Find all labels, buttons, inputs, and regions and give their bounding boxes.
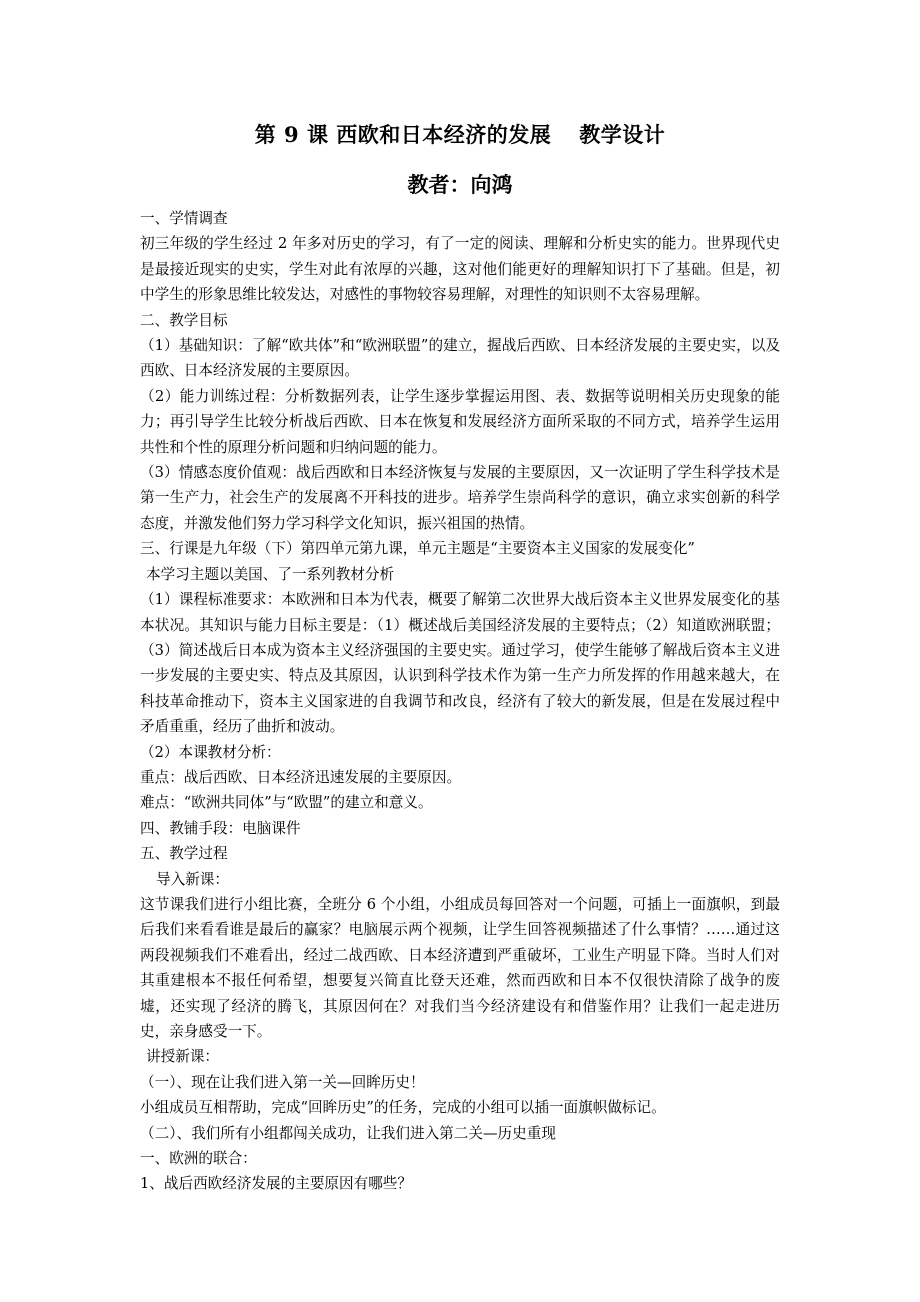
section-heading-3: 三、行课是九年级（下）第四单元第九课，单元主题是“主要资本主义国家的发展变化” bbox=[140, 540, 695, 558]
section-heading-5: 五、教学过程 bbox=[140, 845, 228, 863]
paragraph-curriculum-standard: （1）课程标准要求：本欧洲和日本为代表，概要了解第二次世界大战后资本主义世界发展变化的基本状况。其知识与能力目标主要是：（1）概述战后美国经济发展的主要特点；（2）知道欧洲联盟；（3）简述战后日本成为资本主义经济强国的主要史实。通过学习，使学生能够了解战后资本主义进一步发展的主要史实、特点及其原因，认识到科学技术作为第一生产力所发挥的作用越来越大，在科技革命推动下，资本主义国家进的自我调节和改良，经济有了较大的新发展，但是在发展过程中矛盾重重，经历了曲折和波动。 bbox=[140, 591, 780, 736]
paragraph-goal-ability: （2）能力训练过程：分析数据列表，让学生逐步掌握运用图、表、数据等说明相关历史现象的能力；再引导学生比较分析战后西欧、日本在恢复和发展经济方面所采取的不同方式，培养学生运用共性和个性的原理分析问题和归纳问题的能力。 bbox=[140, 387, 780, 456]
section-heading-2: 二、教学目标 bbox=[140, 311, 228, 329]
question-1: 1、战后西欧经济发展的主要原因有哪些？ bbox=[140, 1175, 412, 1193]
subheading-intro: 导入新课： bbox=[156, 870, 229, 888]
paragraph-textbook-intro: 本学习主题以美国、了一系列教材分析 bbox=[146, 565, 395, 583]
paragraph-intro: 这节课我们进行小组比赛，全班分 6 个小组，小组成员每回答对一个问题，可插上一面旗帜，到最后我们来看看谁是最后的赢家？电脑展示两个视频，让学生回答视频描述了什么事情？……通过这两段视频我们不难看出，经过二战西欧、日本经济遭到严重破坏，工业生产明显下降。当时人们对其重建根本不报任何希望，想要复兴简直比登天还难，然而西欧和日本不仅很快清除了战争的废墟，还实现了经济的腾飞，其原因何在？对我们当今经济建设有和借鉴作用？让我们一起走进历史，亲身感受一下。 bbox=[140, 895, 780, 1040]
paragraph-learner-analysis: 初三年级的学生经过 2 年多对历史的学习，有了一定的阅读、理解和分析史实的能力。世界现代史是最接近现实的史实，学生对此有浓厚的兴趣，这对他们能更好的理解知识打下了基础。但是，初中学生的形象思维比较发达，对感性的事物较容易理解，对理性的知识则不太容易理解。 bbox=[140, 235, 780, 304]
paragraph-goal-attitude: （3）情感态度价值观：战后西欧和日本经济恢复与发展的主要原因，又一次证明了学生科学技术是第一生产力，社会生产的发展离不开科技的进步。培养学生崇尚科学的意识，确立求实创新的科学态度，并激发他们努力学习科学文化知识，振兴祖国的热情。 bbox=[140, 464, 780, 532]
section-heading-4: 四、教铺手段：电脑课件 bbox=[140, 819, 301, 837]
section-heading-1: 一、学情调查 bbox=[140, 210, 228, 227]
teacher-name: 教者：向鸿 bbox=[407, 172, 513, 197]
paragraph-stage-one-task: 小组成员互相帮助，完成“回眸历史”的任务，完成的小组可以插一面旗帜做标记。 bbox=[140, 1099, 666, 1117]
document-body bbox=[140, 206, 780, 1197]
title-lesson: 第 9 课 西欧和日本经济的发展 bbox=[254, 122, 552, 147]
paragraph-difficulty: 难点：“欧洲共同体”与“欧盟”的建立和意义。 bbox=[140, 794, 433, 812]
paragraph-textbook-analysis: （2）本课教材分析： bbox=[140, 743, 281, 761]
title-design: 教学设计 bbox=[579, 122, 666, 147]
subheading-european-union: 一、欧洲的联合： bbox=[140, 1150, 257, 1168]
paragraph-goal-knowledge: （1）基础知识：了解“欧共体”和“欧洲联盟”的建立，握战后西欧、日本经济发展的主要史实，以及西欧、日本经济发展的主要原因。 bbox=[140, 337, 780, 380]
document-title bbox=[0, 118, 920, 152]
paragraph-key-point: 重点：战后西欧、日本经济迅速发展的主要原因。 bbox=[140, 768, 462, 786]
paragraph-stage-one: （一）、现在让我们进入第一关—回眸历史！ bbox=[140, 1073, 425, 1091]
subheading-new-lesson: 讲授新课： bbox=[146, 1048, 219, 1066]
paragraph-stage-two: （二）、我们所有小组都闯关成功，让我们进入第二关—历史重现 bbox=[140, 1124, 556, 1142]
